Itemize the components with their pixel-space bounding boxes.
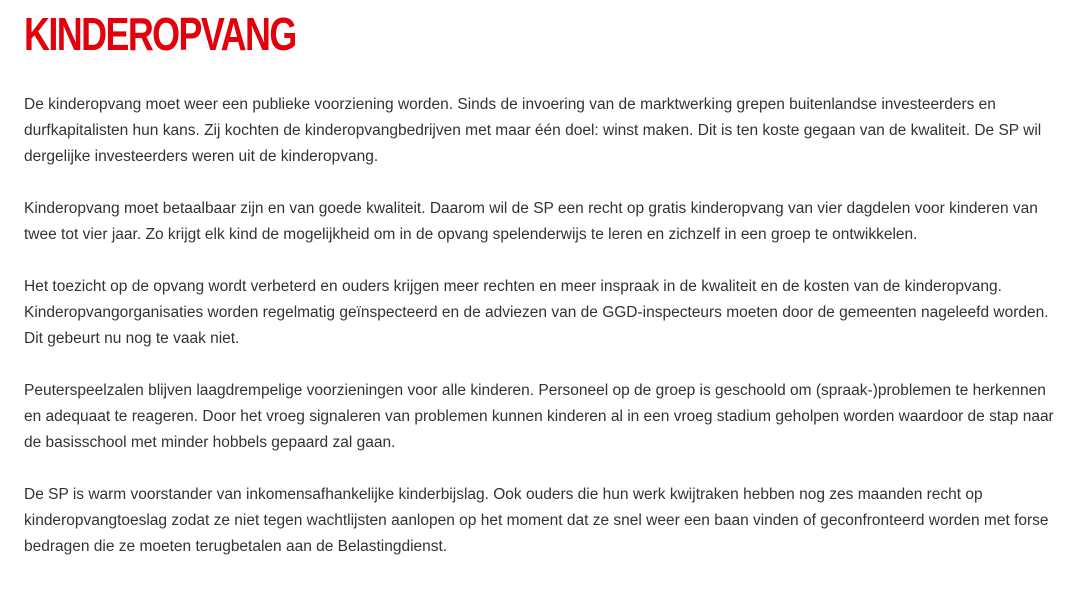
paragraph-supervision: Het toezicht op de opvang wordt verbeterd en ouders krijgen meer rechten en meer inspraak in de kwaliteit en de kosten van de kinderopvang. Kinderopvangorganisaties worden regelmatig geïnspecteerd en de adviezen van de GGD-inspecteurs moeten door de gemeenten nageleefd worden. Dit gebeurt nu nog te vaak niet. (24, 278, 1049, 347)
article-body (24, 92, 1054, 560)
paragraph-affordability: Kinderopvang moet betaalbaar zijn en van goede kwaliteit. Daarom wil de SP een recht op gratis kinderopvang van vier dagdelen voor kinderen van twee tot vier jaar. Zo krijgt elk kind de mogelijkheid om in de opvang spelenderwijs te leren en zichzelf in een groep te ontwikkelen. (24, 200, 1038, 243)
page-title: KINDEROPVANG (24, 8, 296, 60)
paragraph-intro: De kinderopvang moet weer een publieke voorziening worden. Sinds de invoering van de marktwerking grepen buitenlandse investeerders en durfkapitalisten hun kans. Zij kochten de kinderopvangbedrijven met maar één doel: winst maken. Dit is ten koste gegaan van de kwaliteit. De SP wil dergelijke investeerders weren uit de kinderopvang. (24, 96, 1042, 165)
paragraph-playgroups: Peuterspeelzalen blijven laagdrempelige voorzieningen voor alle kinderen. Personeel op de groep is geschoold om (spraak-)problemen te herkennen en adequaat te reageren. Door het vroeg signaleren van problemen kunnen kinderen al in een vroeg stadium geholpen worden waardoor de stap naar de basisschool met minder hobbels gepaard zal gaan. (24, 382, 1054, 451)
paragraph-child-benefit: De SP is warm voorstander van inkomensafhankelijke kinderbijslag. Ook ouders die hun werk kwijtraken hebben nog zes maanden recht op kinderopvangtoeslag zodat ze niet tegen wachtlijsten aanlopen op het moment dat ze snel weer een baan vinden of geconfronteerd worden met forse bedragen die ze moeten terugbetalen aan de Belastingdienst. (24, 486, 1049, 555)
article (24, 6, 1054, 586)
